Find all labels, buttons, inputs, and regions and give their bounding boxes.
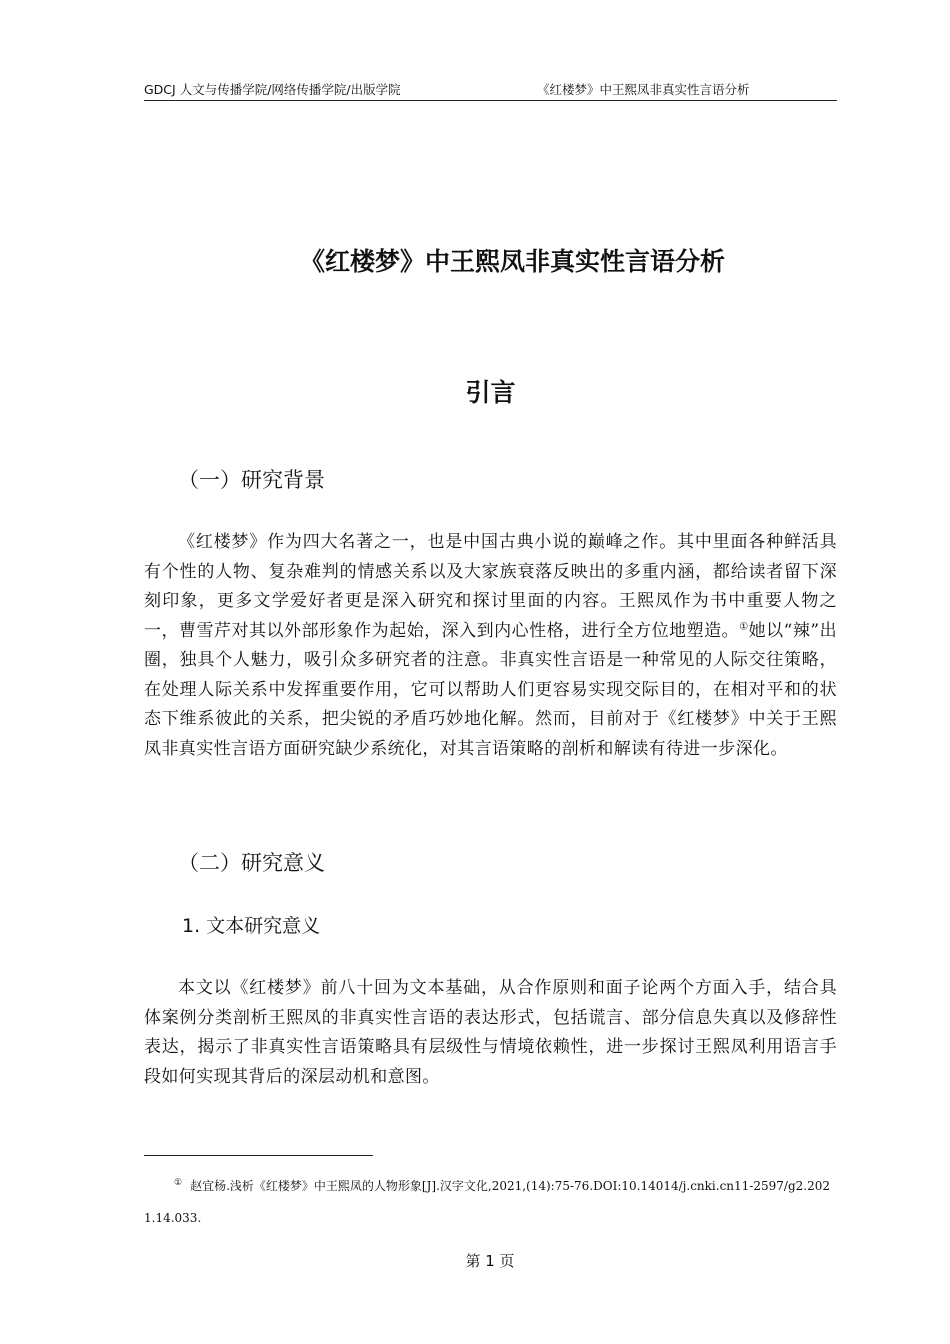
subsection-heading-significance: （二）研究意义 (178, 851, 325, 875)
item-heading-text-significance: 1. 文本研究意义 (182, 915, 321, 937)
header-institution: GDCJ 人文与传播学院/网络传播学院/出版学院 (144, 82, 401, 97)
running-header (144, 76, 837, 101)
footnote-reference[interactable]: ① (739, 620, 749, 632)
paragraph-background-part2: 她以“辣”出圈，独具个人魅力，吸引众多研究者的注意。非真实性言语是一种常见的人际交往策略，在处理人际关系中发挥重要作用，它可以帮助人们更容易实现交际目的，在相对平和的状态下维系彼此的关系，把尖锐的矛盾巧妙地化解。然而，目前对于《红楼梦》中关于王熙凤非真实性言语方面研究缺少系统化，对其言语策略的剖析和解读有待进一步深化。 (144, 620, 837, 759)
footnote-mark: ① (174, 1178, 183, 1188)
paragraph-background-part1: 《红楼梦》作为四大名著之一，也是中国古典小说的巅峰之作。其中里面各种鲜活具有个性的人物、复杂难判的情感关系以及大家族衰落反映出的多重内涵，都给读者留下深刻印象，更多文学爱好者更是深入研究和探讨里面的内容。王熙凤作为书中重要人物之一，曹雪芹对其以外部形象作为起始，深入到内心性格，进行全方位地塑造。 (144, 532, 837, 641)
document-title: 《红楼梦》中王熙凤非真实性言语分析 (299, 247, 725, 276)
footnote (144, 1170, 837, 1234)
footnote-text: 赵宜杨.浅析《红楼梦》中王熙凤的人物形象[J].汉字文化,2021,(14):75-76.DOI:10.14014/j.cnki.cn11-2597/g2.2021.14.033. (144, 1179, 830, 1225)
section-title-introduction: 引言 (465, 378, 516, 407)
paragraph-text-significance: 本文以《红楼梦》前八十回为文本基础，从合作原则和面子论两个方面入手，结合具体案例分类剖析王熙凤的非真实性言语的表达形式，包括谎言、部分信息失真以及修辞性表达，揭示了非真实性言语策略具有层级性与情境依赖性，进一步探讨王熙凤利用语言手段如何实现其背后的深层动机和意图。 (144, 978, 837, 1087)
page-number: 第 1 页 (465, 1252, 515, 1270)
header-title: 《红楼梦》中王熙凤非真实性言语分析 (537, 82, 750, 97)
paragraph-background (144, 528, 837, 764)
subsection-heading-background: （一）研究背景 (178, 468, 325, 492)
footnote-divider (144, 1155, 373, 1156)
